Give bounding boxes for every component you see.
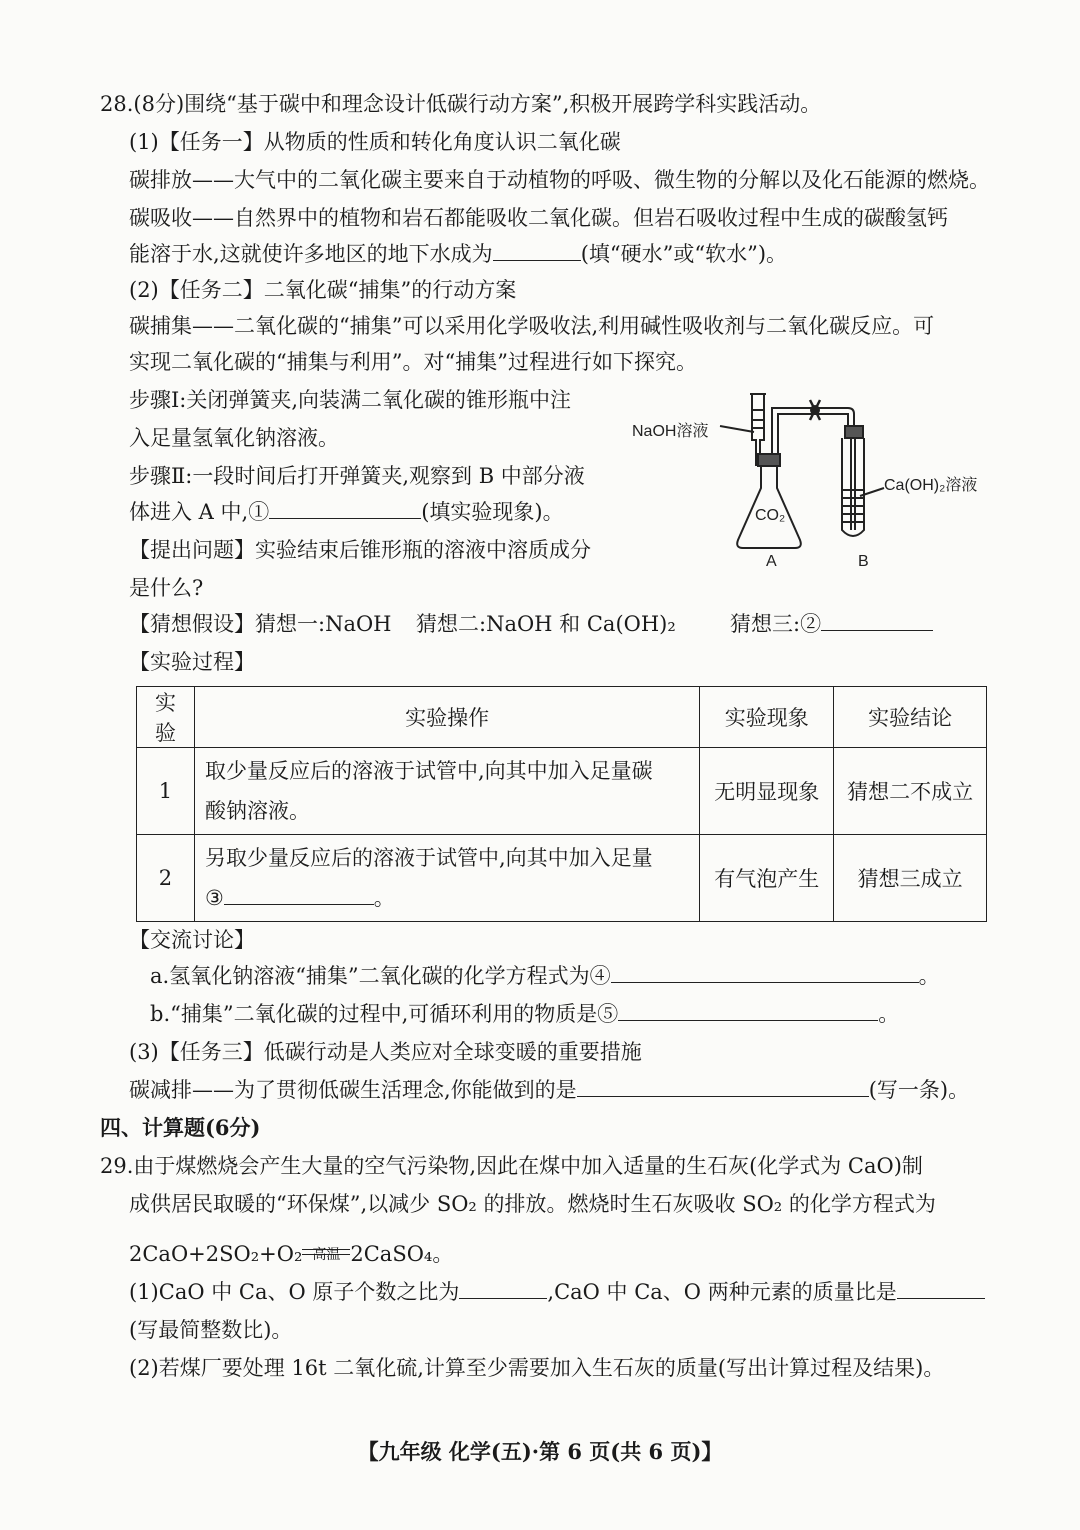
eq-right: 2CaSO₄。 <box>350 1242 454 1266</box>
q29-part1-note: (写最简整数比)。 <box>129 1318 293 1342</box>
hypothesis-3: 猜想三:② <box>730 612 822 636</box>
task2-header: (2)【任务二】二氧化碳“捕集”的行动方案 <box>129 278 517 302</box>
blank-1[interactable] <box>269 498 421 519</box>
label-b: B <box>858 553 869 570</box>
eq-condition: 高温 <box>312 1247 341 1263</box>
table-header: 实验操作 <box>194 687 699 748</box>
q28-title: 28.(8分)围绕“基于碳中和理念设计低碳行动方案”,积极开展跨学科实践活动。 <box>100 92 822 116</box>
table-row <box>137 748 987 835</box>
funnel-tube <box>752 394 756 466</box>
op-line: 酸钠溶液。 <box>204 799 310 823</box>
exp-conclusion: 猜想三成立 <box>834 835 987 922</box>
q29-part2: (2)若煤厂要处理 16t 二氧化硫,计算至少需要加入生石灰的质量(写出计算过程及结果)。 <box>129 1356 945 1380</box>
label-a: A <box>766 553 777 570</box>
section4-header: 四、计算题(6分) <box>100 1115 261 1140</box>
table-header: 实验 <box>137 687 195 748</box>
exp-number: 2 <box>137 835 195 922</box>
absorb-line-2 <box>129 240 787 268</box>
co2-label: CO₂ <box>755 507 786 524</box>
blank-2[interactable] <box>821 610 933 631</box>
exp-phenomenon: 有气泡产生 <box>700 835 834 922</box>
hard-soft-water-blank[interactable] <box>493 240 581 261</box>
blank-4[interactable] <box>611 962 919 983</box>
question-text-2: 是什么? <box>129 576 204 600</box>
disc-a-line <box>150 962 940 990</box>
naoh-label: NaOH溶液 <box>632 423 709 440</box>
q29-line1: 29.由于煤燃烧会产生大量的空气污染物,因此在煤中加入适量的生石灰(化学式为 CaO)制 <box>100 1154 923 1178</box>
reduce-blank[interactable] <box>577 1076 869 1097</box>
exp-phenomenon: 无明显现象 <box>700 748 834 835</box>
task1-header: (1)【任务一】从物质的性质和转化角度认识二氧化碳 <box>129 130 621 154</box>
step2-text-2b: (填实验现象)。 <box>421 500 564 524</box>
blank-5[interactable] <box>618 1000 878 1021</box>
absorb-text-2b: (填“硬水”或“软水”)。 <box>580 242 788 266</box>
mass-ratio-blank[interactable] <box>897 1278 985 1299</box>
disc-a-end: 。 <box>918 964 940 988</box>
discussion-header: 【交流讨论】 <box>129 928 255 952</box>
table-header-row <box>137 687 987 748</box>
emission-text: 碳排放——大气中的二氧化碳主要来自于动植物的呼吸、微生物的分解以及化石能源的燃烧。 <box>129 168 990 192</box>
table-row <box>137 835 987 922</box>
exp-operation <box>194 835 699 922</box>
op-end: 。 <box>373 886 395 910</box>
hypothesis-2: 猜想二:NaOH 和 Ca(OH)₂ <box>416 612 676 636</box>
exp-number: 1 <box>137 748 195 835</box>
task3-header: (3)【任务三】低碳行动是人类应对全球变暖的重要措施 <box>129 1040 642 1064</box>
step2-text-1: 步骤Ⅱ:一段时间后打开弹簧夹,观察到 B 中部分液 <box>129 464 585 488</box>
hypothesis-3-line <box>730 610 933 638</box>
process-header: 【实验过程】 <box>129 650 255 674</box>
blank-3[interactable] <box>224 884 374 905</box>
step2-text-2a: 体进入 A 中,① <box>129 500 270 524</box>
atom-ratio-blank[interactable] <box>459 1278 547 1299</box>
disc-a: a.氢氧化钠溶液“捕集”二氧化碳的化学方程式为④ <box>150 964 611 988</box>
exp-operation <box>194 748 699 835</box>
capture-text-1: 碳捕集——二氧化碳的“捕集”可以采用化学吸收法,利用碱性吸收剂与二氧化碳反应。可 <box>129 314 935 338</box>
op-line <box>205 878 689 918</box>
flask-a <box>737 464 801 548</box>
eq-left: 2CaO+2SO₂+O₂ <box>129 1242 303 1266</box>
table-header: 实验现象 <box>700 687 834 748</box>
table-header: 实验结论 <box>834 687 987 748</box>
absorb-text-2a: 能溶于水,这就使许多地区的地下水成为 <box>129 242 493 266</box>
op-line: 另取少量反应后的溶液于试管中,向其中加入足量 <box>204 846 653 870</box>
q29-line2: 成供居民取暖的“环保煤”,以减少 SO₂ 的排放。燃烧时生石灰吸收 SO₂ 的化学方程式为 <box>129 1192 936 1216</box>
page-footer: 【九年级 化学(五)·第 6 页(共 6 页)】 <box>357 1439 723 1464</box>
hypothesis-1: 【猜想假设】猜想一:NaOH <box>129 612 392 636</box>
reduce-text: 碳减排——为了贯彻低碳生活理念,你能做到的是 <box>129 1078 577 1102</box>
disc-b-line <box>150 1000 899 1028</box>
p1-text-b: ,CaO 中 Ca、O 两种元素的质量比是 <box>547 1280 897 1304</box>
disc-b-end: 。 <box>878 1002 900 1026</box>
apparatus-diagram <box>620 380 1000 580</box>
exp-conclusion: 猜想二不成立 <box>834 748 987 835</box>
caoh-label: Ca(OH)₂溶液 <box>884 477 978 494</box>
step2-line-2 <box>129 498 564 526</box>
reduce-end: (写一条)。 <box>868 1078 970 1102</box>
question-text-1: 【提出问题】实验结束后锥形瓶的溶液中溶质成分 <box>129 538 591 562</box>
step1-text-2: 入足量氢氧化钠溶液。 <box>129 426 339 450</box>
capture-text-2: 实现二氧化碳的“捕集与利用”。对“捕集”过程进行如下探究。 <box>129 350 697 374</box>
absorb-text-1: 碳吸收——自然界中的植物和岩石都能吸收二氧化碳。但岩石吸收过程中生成的碳酸氢钙 <box>129 206 948 230</box>
reduce-line <box>129 1076 969 1104</box>
blank-3-label: ③ <box>204 886 224 910</box>
op-line: 取少量反应后的溶液于试管中,向其中加入足量碳 <box>204 759 653 783</box>
step1-text-1: 步骤Ⅰ:关闭弹簧夹,向装满二氧化碳的锥形瓶中注 <box>129 388 572 412</box>
q29-part1 <box>129 1278 985 1306</box>
q29-equation <box>129 1240 453 1268</box>
disc-b: b.“捕集”二氧化碳的过程中,可循环利用的物质是⑤ <box>150 1002 619 1026</box>
p1-text-a: (1)CaO 中 Ca、O 原子个数之比为 <box>129 1280 460 1304</box>
experiment-table <box>136 686 987 922</box>
